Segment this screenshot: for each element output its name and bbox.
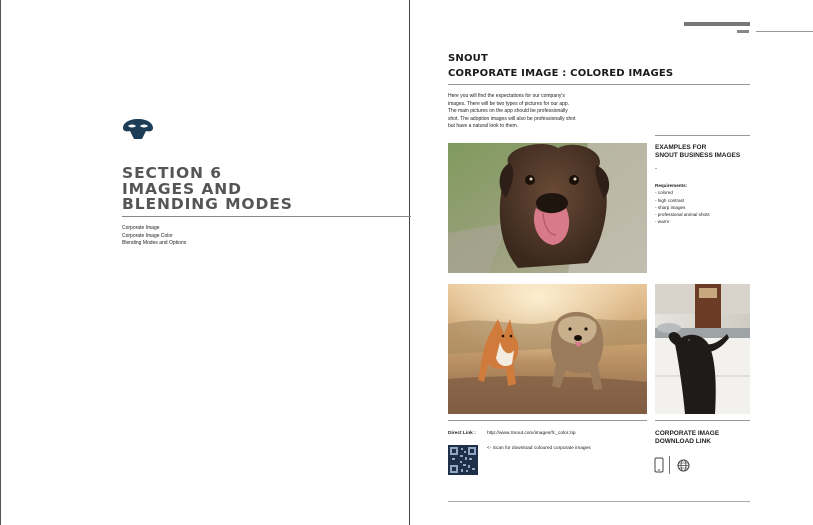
examples-title-line: EXAMPLES FOR <box>655 144 707 151</box>
requirement-item: - high contrast <box>655 197 685 203</box>
section-title <box>122 166 293 213</box>
snout-logo-icon <box>122 118 154 145</box>
photo-dogs-running <box>448 284 647 414</box>
footer-divider <box>448 501 750 502</box>
requirement-item: - warm <box>655 219 670 225</box>
intro-line: Here you will find the expectations for our company's <box>448 93 565 99</box>
download-title-line: CORPORATE IMAGE <box>655 430 720 437</box>
table-of-contents <box>122 225 186 248</box>
intro-paragraph <box>448 93 608 131</box>
download-divider <box>655 420 750 421</box>
requirement-item: - professional animal shots <box>655 212 710 218</box>
examples-title-line: SNOUT BUSINESS IMAGES <box>655 152 741 159</box>
globe-icon[interactable] <box>677 459 690 477</box>
intro-line: shot. The adoption images will also be professionally shot <box>448 115 576 122</box>
examples-dash: - <box>655 166 657 172</box>
icon-separator <box>669 456 670 474</box>
right-page <box>410 0 813 525</box>
intro-line: The main pictures on the app should be professionally <box>448 108 568 115</box>
requirement-item: - colored <box>655 190 673 196</box>
qr-note: <- Scan for download coloured corporate images <box>487 446 591 451</box>
requirement-item: - sharp images <box>655 204 686 210</box>
requirements-list <box>655 182 710 226</box>
header-decoration-mark <box>737 30 749 33</box>
download-title-line: DOWNLOAD LINK <box>655 438 711 445</box>
page-heading: CORPORATE IMAGE : COLORED IMAGES <box>448 68 674 79</box>
page-title <box>448 51 673 81</box>
intro-line: images. There will be two types of pictures for our app. <box>448 100 570 107</box>
direct-link-url[interactable]: http://www.Snout.com/images/fc_color.zip <box>487 431 576 436</box>
header-decoration-bar <box>684 22 750 26</box>
section-title-line: IMAGES AND <box>122 179 242 198</box>
download-title <box>655 430 719 446</box>
header-decoration-line <box>756 31 813 32</box>
title-divider <box>448 84 750 85</box>
section-title-line: SECTION 6 <box>122 164 222 182</box>
section-title-line: BLENDING MODES <box>122 195 293 213</box>
photo-dog-kitchen <box>655 284 750 414</box>
brand-name: SNOUT <box>448 53 489 64</box>
requirements-heading: Requirements: <box>655 183 688 188</box>
photo-dog-licking <box>448 143 647 273</box>
qr-code[interactable] <box>448 445 478 475</box>
examples-divider <box>655 135 750 136</box>
direct-link-label: Direct Link : <box>448 431 476 436</box>
intro-line: but have a natural look to them. <box>448 123 519 130</box>
phone-icon[interactable] <box>654 457 664 478</box>
toc-item: Blending Modes and Options <box>122 240 187 247</box>
toc-item: Corporate Image <box>122 225 160 231</box>
toc-item: Corporate Image Color <box>122 232 173 239</box>
examples-title <box>655 144 755 160</box>
section-divider <box>122 216 411 217</box>
link-divider <box>448 420 647 421</box>
